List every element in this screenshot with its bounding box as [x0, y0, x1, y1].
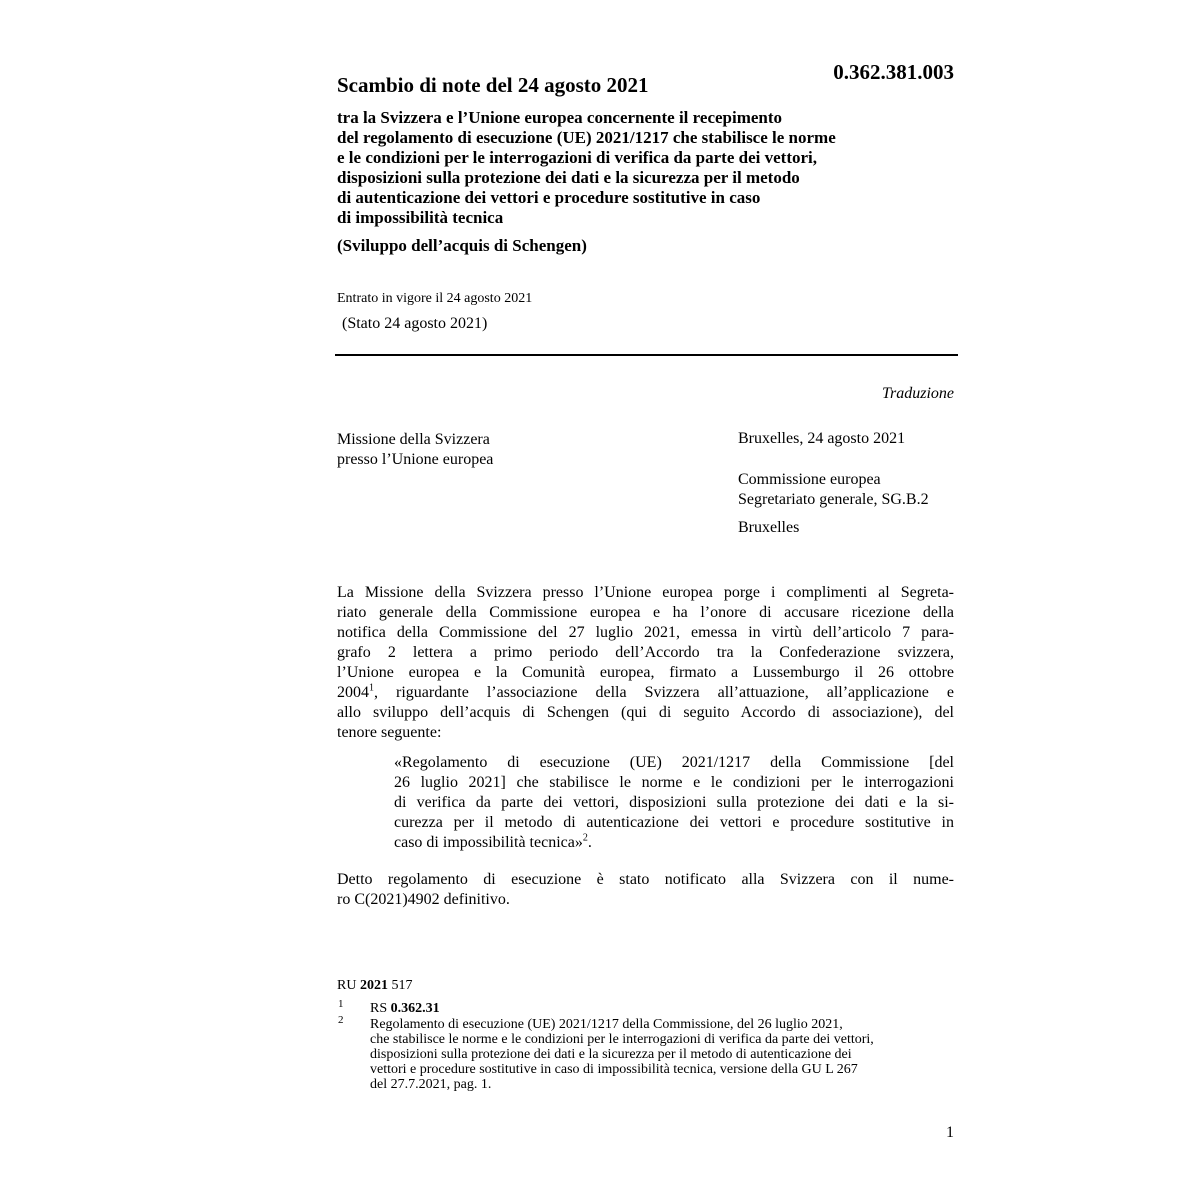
quote-line: curezza per il metodo di autenticazione dei vettori e procedure sostitutive in: [394, 814, 954, 831]
quote-line: «Regolamento di esecuzione (UE) 2021/1217 della Commissione [del: [394, 754, 954, 771]
closing-line: Detto regolamento di esecuzione è stato notificato alla Svizzera con il nume-: [337, 871, 954, 888]
quote-line: 26 luglio 2021] che stabilisce le norme e le condizioni per le interrogazioni: [394, 774, 954, 791]
sender-block: [337, 430, 493, 470]
quote-line-with-footnote: [394, 833, 954, 853]
quote-line: di verifica da parte dei vettori, disposizioni sulla protezione dei dati e la si-: [394, 794, 954, 811]
ru-prefix: RU: [337, 978, 360, 993]
place-date: Bruxelles, 24 agosto 2021: [738, 430, 906, 447]
recipient-block: [738, 470, 929, 510]
closing-paragraph: [337, 870, 954, 910]
footnote-prefix: RS: [370, 1001, 391, 1016]
closing-line: ro C(2021)4902 definitivo.: [337, 891, 510, 908]
body-line: La Missione della Svizzera presso l’Unione europea porge i complimenti al Segreta-: [337, 584, 954, 601]
entry-into-force-date: Entrato in vigore il 24 agosto 2021: [337, 291, 533, 306]
recipient-line: Commissione europea: [738, 471, 881, 488]
header-divider: [335, 354, 958, 356]
subtitle-line: e le condizioni per le interrogazioni di verifica da parte dei vettori,: [337, 148, 818, 167]
document-title: Scambio di note del 24 agosto 2021: [337, 73, 649, 97]
subtitle-line: tra la Svizzera e l’Unione europea concernente il recepimento: [337, 108, 783, 127]
footnote-number: 1: [338, 998, 344, 1010]
footnote-line: che stabilisce le norme e le condizioni per le interrogazioni di verifica da parte dei vettori,: [370, 1032, 874, 1047]
body-text: 2004: [337, 684, 369, 701]
quote-end: .: [587, 834, 592, 851]
footnote-2: [370, 1017, 955, 1092]
quoted-regulation: [394, 753, 954, 853]
body-paragraph: [337, 583, 954, 743]
body-line: tenore seguente:: [337, 724, 442, 741]
subtitle-line: di impossibilità tecnica: [337, 208, 504, 227]
page-number: 1: [946, 1124, 954, 1141]
body-text: , riguardante l’associazione della Svizzera all’attuazione, all’applicazione e: [374, 684, 954, 701]
body-line: l’Unione europea e la Comunità europea, firmato a Lussemburgo il 26 ottobre: [337, 664, 954, 681]
document-number: 0.362.381.003: [833, 60, 954, 84]
subtitle-line: del regolamento di esecuzione (UE) 2021/1217 che stabilisce le norme: [337, 128, 836, 147]
sender-line: Missione della Svizzera: [337, 431, 490, 448]
footnote-marker-1[interactable]: 1: [369, 682, 374, 694]
footnote-number: 2: [338, 1014, 344, 1026]
body-line: notifica della Commissione del 27 luglio 2021, emessa in virtù dell’articolo 7 para-: [337, 624, 954, 641]
body-line: grafo 2 lettera a primo periodo dell’Accordo tra la Confederazione svizzera,: [337, 644, 954, 661]
body-line: riato generale della Commissione europea e ha l’onore di accusare ricezione della: [337, 604, 954, 621]
body-line: allo sviluppo dell’acquis di Schengen (qui di seguito Accordo di associazione), del: [337, 704, 954, 721]
schengen-note: (Sviluppo dell’acquis di Schengen): [337, 236, 587, 255]
status-date: (Stato 24 agosto 2021): [342, 315, 488, 332]
footnote-line: Regolamento di esecuzione (UE) 2021/1217 della Commissione, del 26 luglio 2021,: [370, 1017, 843, 1032]
recipient-city: Bruxelles: [738, 519, 800, 536]
subtitle-line: disposizioni sulla protezione dei dati e la sicurezza per il metodo: [337, 168, 800, 187]
footnote-line: disposizioni sulla protezione dei dati e la sicurezza per il metodo di autenticazione dei: [370, 1047, 852, 1062]
footnote-line: vettori e procedure sostitutive in caso di impossibilità tecnica, versione della GU L 267: [370, 1062, 858, 1077]
quote-text: caso di impossibilità tecnica»: [394, 834, 583, 851]
translation-label: Traduzione: [881, 385, 954, 402]
document-subtitle: [337, 108, 977, 228]
body-line-with-footnote: [337, 683, 954, 703]
ru-year: 2021: [359, 978, 388, 993]
footnote-1: [370, 1001, 440, 1016]
recipient-line: Segretariato generale, SG.B.2: [738, 491, 929, 508]
subtitle-line: di autenticazione dei vettori e procedure sostitutive in caso: [337, 188, 761, 207]
footnote-line: del 27.7.2021, pag. 1.: [370, 1077, 492, 1092]
footnote-marker-2[interactable]: 2: [582, 832, 588, 844]
ru-page: 517: [387, 978, 413, 993]
ru-reference: [337, 978, 412, 994]
sender-line: presso l’Unione europea: [337, 451, 494, 468]
footnote-ref[interactable]: 0.362.31: [390, 1001, 440, 1016]
